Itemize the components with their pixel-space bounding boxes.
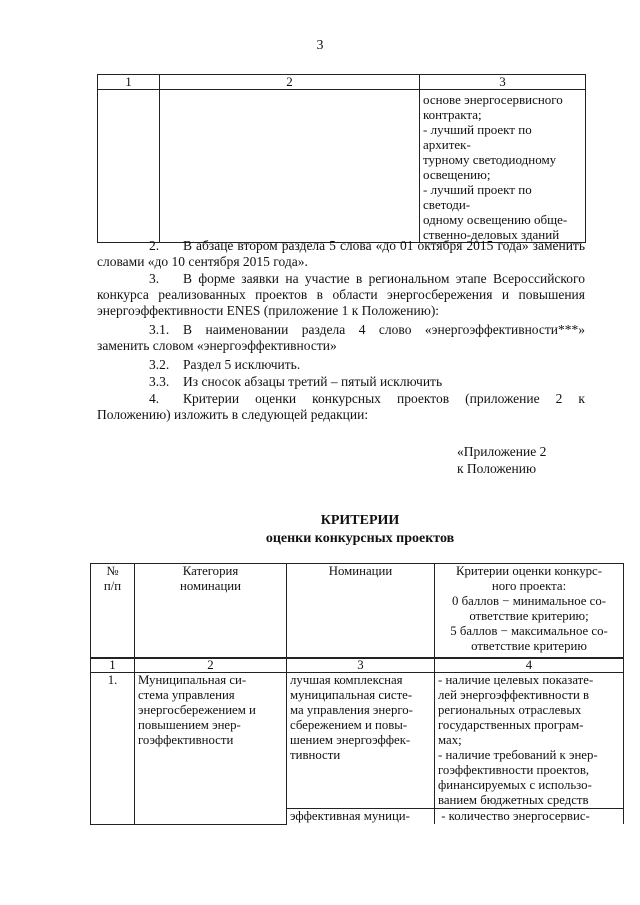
col-number: 2 [135,658,287,673]
empty-cell [98,90,160,243]
criteria-table [90,563,624,825]
page-number: 3 [316,38,324,53]
header-num: № п/п [91,564,135,659]
paragraph-number: 4. [149,391,160,406]
table-row [98,90,586,243]
table-header-row [98,75,586,90]
cell-line: одному освещению обще- [423,212,568,227]
paragraph-number: 3.3. [149,374,170,389]
appendix-ref-line1: «Приложение 2 [457,444,547,459]
header-nominations: Номинации [287,564,435,659]
criteria-cell: - количество энергосервис- [435,809,624,825]
empty-cell [160,90,420,243]
col-header-1: 1 [98,75,160,90]
paragraph-number: 3.2. [149,357,170,372]
col-header-3: 3 [420,75,586,90]
header-criteria: Критерии оценки конкурс- ного проекта: 0 баллов − минимальное со- ответствие критерию; 5 баллов − максимальное со- ответствие критерию [435,564,624,659]
paragraph-text: В наименовании раздела 4 слово «энергоэффективности***» заменить словом «энергоэффективности» [97,322,585,353]
table-header-row [91,564,624,659]
document-title: КРИТЕРИИ [320,513,400,528]
col-number: 4 [435,658,624,673]
paragraph-3-1 [97,322,585,354]
paragraph-number: 3.1. [149,322,170,337]
cell-line: - лучший проект по светоди- [423,182,532,212]
continuation-table [97,74,586,243]
column-number-row [91,658,624,673]
paragraph-4 [97,391,585,423]
row-num: 1. [91,673,135,825]
paragraph-text: В форме заявки на участие в региональном этапе Всероссийского конкурса реализованных проектов в области энергосбережения и повышения энергоэффективности ENES (приложение 1 к Положению): [97,271,585,318]
cell-line: турному светодиодному [423,152,557,167]
appendix-ref-line2: к Положению [457,461,537,476]
cell-line: - лучший проект по архитек- [423,122,532,152]
header-category: Категория номинации [135,564,287,659]
nomination-cell: лучшая комплексная муниципальная систе- ма управления энерго- сбережением и повы- шением энергоэффек- тивности [287,673,435,809]
nomination-cell: эффективная муници- [287,809,435,825]
cell-line: освещению; [423,167,491,182]
paragraph-2 [97,238,585,270]
paragraph-text: Из сносок абзацы третий – пятый исключить [183,374,443,389]
category-cell: Муниципальная си- стема управления энергосбережением и повышением энер- гоэффективности [135,673,287,825]
cell-line: ственно-деловых зданий [423,227,560,242]
cell-line: контракта; [423,107,482,122]
paragraph-3 [97,271,585,319]
col-header-2: 2 [160,75,420,90]
criteria-cell: - наличие целевых показате- лей энергоэффективности в региональных отраслевых государственных програм- мах; - наличие требований к энер- гоэффективности проектов, финансируемых с использо- ванием бюджетных средств [435,673,624,809]
paragraph-text: В абзаце втором раздела 5 слова «до 01 октября 2015 года» заменить словами «до 10 сентября 2015 года». [97,238,585,269]
paragraph-3-3 [97,374,585,390]
nominations-cell [420,90,586,243]
paragraph-text: Критерии оценки конкурсных проектов (приложение 2 к Положению) изложить в следующей редакции: [97,391,585,422]
paragraph-number: 2. [149,238,160,253]
col-number: 1 [91,658,135,673]
cell-line: основе энергосервисного [423,92,563,107]
paragraph-text: Раздел 5 исключить. [183,357,301,372]
paragraph-3-2 [97,357,585,373]
table-row [91,673,624,809]
col-number: 3 [287,658,435,673]
paragraph-number: 3. [149,271,160,286]
document-subtitle: оценки конкурсных проектов [265,531,455,546]
